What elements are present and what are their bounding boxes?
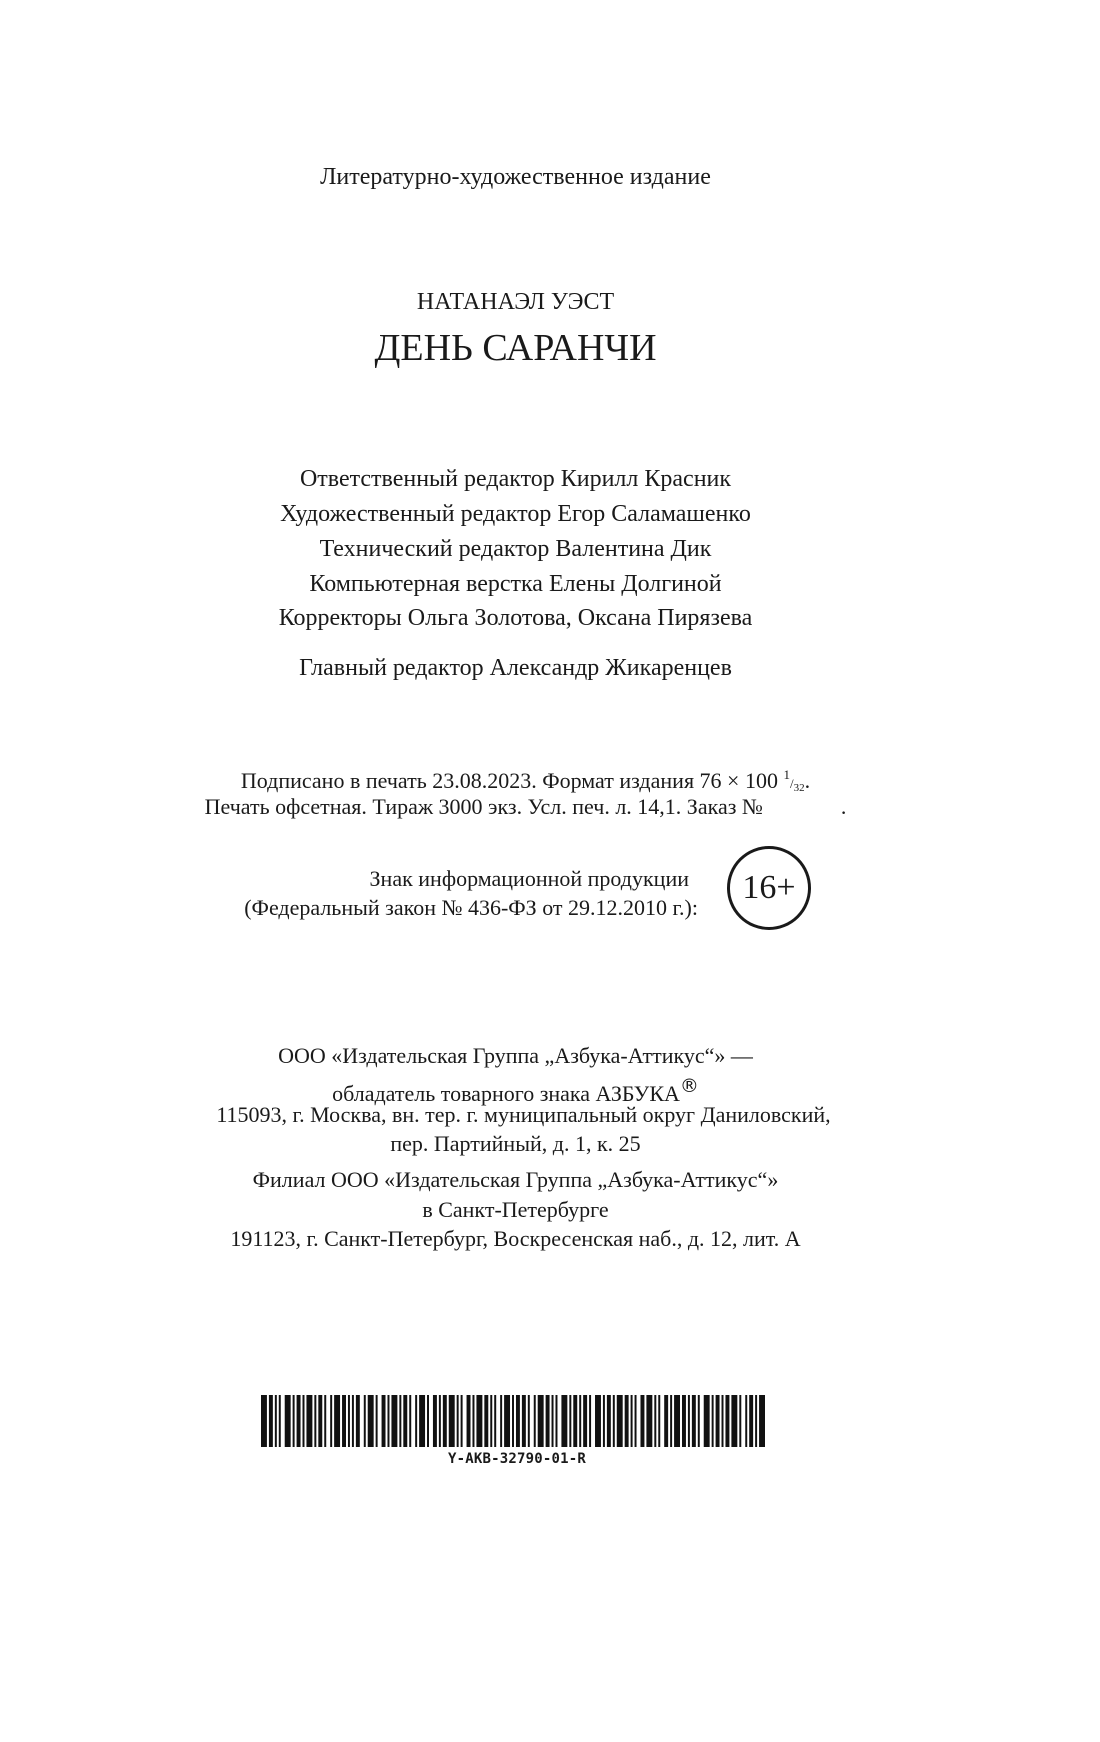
barcode-bar (314, 1395, 316, 1447)
barcode-bar (279, 1395, 281, 1447)
barcode-bar (324, 1395, 326, 1447)
barcode-bar (399, 1395, 401, 1447)
barcode-bar (403, 1395, 407, 1447)
barcode-bar (670, 1395, 672, 1447)
barcode-bar (415, 1395, 417, 1447)
barcode-bar (419, 1395, 425, 1447)
registered-mark: ® (679, 1075, 699, 1097)
barcode-bar (552, 1395, 554, 1447)
barcode-bar (352, 1395, 354, 1447)
edition-type: Литературно-художественное издание (320, 164, 711, 190)
barcode-bar (704, 1395, 710, 1447)
barcode-bar (476, 1395, 482, 1447)
format-fraction (783, 767, 805, 794)
barcode-bar (625, 1395, 629, 1447)
credit-art-editor: Художественный редактор Егор Саламашенко (280, 501, 751, 527)
barcode-bar (427, 1395, 429, 1447)
info-sign-law: (Федеральный закон № 436-ФЗ от 29.12.2010 г.): (244, 895, 698, 920)
author-name: НАТАНАЭЛ УЭСТ (416, 289, 615, 315)
format-slash: / (789, 776, 794, 791)
credit-proofreaders: Корректоры Ольга Золотова, Оксана Пирязева (278, 605, 753, 631)
print-info-line2-end: . (840, 794, 847, 819)
barcode-bar (607, 1395, 611, 1447)
barcode-bar (356, 1395, 360, 1447)
barcode-bar (391, 1395, 397, 1447)
barcode-bar (546, 1395, 550, 1447)
barcode-bar (330, 1395, 332, 1447)
barcode-bar (439, 1395, 441, 1447)
print-info-line2 (10, 794, 1041, 820)
barcode-bar (303, 1395, 305, 1447)
age-rating-badge: 16+ (727, 846, 811, 930)
barcode-bar (293, 1395, 295, 1447)
barcode-bar (569, 1395, 571, 1447)
barcode-bar (382, 1395, 386, 1447)
info-sign-label: Знак информационной продукции (369, 866, 689, 891)
barcode-bar (555, 1395, 557, 1447)
barcode-bar (528, 1395, 530, 1447)
barcode-bar (755, 1395, 757, 1447)
barcode-bar (297, 1395, 301, 1447)
branch-city: в Санкт-Петербурге (422, 1197, 609, 1222)
publisher-name: ООО «Издательская Группа „Азбука-Аттикус“» — (278, 1043, 753, 1068)
barcode-bar (603, 1395, 605, 1447)
barcode-bar (261, 1395, 267, 1447)
barcode-bar (409, 1395, 411, 1447)
barcode-bar (461, 1395, 463, 1447)
publisher-trademark-text: обладатель товарного знака АЗБУКА (332, 1081, 680, 1106)
barcode-bar (579, 1395, 581, 1447)
barcode-bar (731, 1395, 737, 1447)
barcode-bar (449, 1395, 455, 1447)
barcode-bar (364, 1395, 366, 1447)
barcode-bar (368, 1395, 374, 1447)
barcode-bar (512, 1395, 514, 1447)
barcode-bar (472, 1395, 474, 1447)
barcode-bar (573, 1395, 577, 1447)
barcode-bar (688, 1395, 690, 1447)
branch-name: Филиал ООО «Издательская Группа „Азбука-Аттикус“» (252, 1167, 779, 1192)
barcode-bar (749, 1395, 753, 1447)
barcode-bar (494, 1395, 496, 1447)
barcode-bar (522, 1395, 526, 1447)
barcode-bar (334, 1395, 340, 1447)
barcode-bar (269, 1395, 273, 1447)
barcode-bar (739, 1395, 741, 1447)
format-denominator: 32 (793, 782, 805, 794)
credit-layout: Компьютерная верстка Елены Долгиной (309, 571, 722, 597)
barcode-bar (745, 1395, 747, 1447)
barcode-bar (646, 1395, 652, 1447)
barcode-bar (635, 1395, 637, 1447)
publisher-address-street: пер. Партийный, д. 1, к. 25 (390, 1131, 641, 1156)
barcode-bar (467, 1395, 471, 1447)
barcode-bar (534, 1395, 536, 1447)
print-info-line1-text: Подписано в печать 23.08.2023. Формат издания 76 × 100 (240, 768, 778, 793)
barcode-bar (631, 1395, 633, 1447)
barcode-bar (538, 1395, 544, 1447)
barcode-bar (617, 1395, 623, 1447)
barcode-bar (490, 1395, 492, 1447)
barcode-bar (376, 1395, 378, 1447)
barcode-bar (589, 1395, 591, 1447)
barcode-graphic (261, 1395, 765, 1447)
barcode-bar (342, 1395, 346, 1447)
barcode-bar (348, 1395, 350, 1447)
publisher-address: 115093, г. Москва, вн. тер. г. муниципальный округ Даниловский, (216, 1102, 831, 1127)
barcode-bar (722, 1395, 724, 1447)
barcode-bar (682, 1395, 686, 1447)
barcode-bar (640, 1395, 644, 1447)
barcode-bar (583, 1395, 587, 1447)
barcode-bar (712, 1395, 714, 1447)
barcode-bar (692, 1395, 696, 1447)
barcode-bar (664, 1395, 668, 1447)
book-title: ДЕНЬ САРАНЧИ (374, 327, 657, 369)
barcode-bar (285, 1395, 291, 1447)
branch-address: 191123, г. Санкт-Петербург, Воскресенская наб., д. 12, лит. А (230, 1226, 801, 1251)
barcode-bar (716, 1395, 720, 1447)
barcode-bar (504, 1395, 510, 1447)
barcode-bar (275, 1395, 277, 1447)
barcode-bar (318, 1395, 322, 1447)
barcode-bar (759, 1395, 765, 1447)
barcode-bar (658, 1395, 660, 1447)
barcode-bar (698, 1395, 700, 1447)
barcode-bar (561, 1395, 567, 1447)
barcode-bar (674, 1395, 680, 1447)
format-numerator: 1 (783, 767, 790, 782)
barcode-bar (654, 1395, 656, 1447)
print-info-line1-end: . (804, 768, 811, 793)
barcode-bar (306, 1395, 312, 1447)
barcode-bar (484, 1395, 488, 1447)
barcode-bar (433, 1395, 437, 1447)
chief-editor: Главный редактор Александр Жикаренцев (299, 655, 732, 681)
barcode-bar (613, 1395, 615, 1447)
barcode-bar (500, 1395, 502, 1447)
barcode-bar (595, 1395, 601, 1447)
barcode-code: Y-AKB-32790-01-R (448, 1451, 587, 1467)
barcode-bar (387, 1395, 389, 1447)
barcode (261, 1395, 765, 1447)
barcode-bar (457, 1395, 459, 1447)
barcode-bar (443, 1395, 447, 1447)
credit-technical-editor: Технический редактор Валентина Дик (319, 536, 712, 562)
credit-responsible-editor: Ответственный редактор Кирилл Красник (299, 466, 732, 492)
barcode-bar (725, 1395, 729, 1447)
barcode-bar (516, 1395, 520, 1447)
print-info-line2-text: Печать офсетная. Тираж 3000 экз. Усл. печ. л. 14,1. Заказ № (204, 794, 763, 819)
